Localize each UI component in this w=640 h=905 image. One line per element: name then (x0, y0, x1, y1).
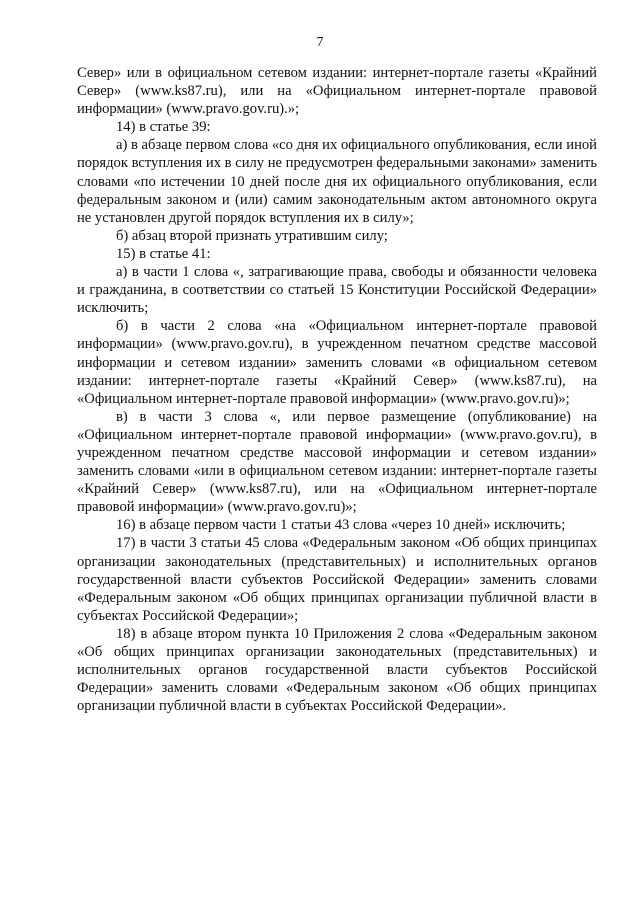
document-body (77, 64, 597, 715)
paragraph-item-14: 14) в статье 39: (116, 119, 211, 136)
paragraph-item-18: 18) в абзаце втором пункта 10 Приложения 2 слова «Федеральным законом «Об общих принципах организации законодательных (представительных) и исполнительных органов государственной власти субъектов Российской Федерации» заменить словами «Федеральным законом «Об общих принципах организации публичной власти в субъектах Российской Федерации». (77, 625, 597, 715)
page-number: 7 (316, 35, 324, 50)
paragraph-item-16: 16) в абзаце первом части 1 статьи 43 слова «через 10 дней» исключить; (116, 517, 566, 534)
paragraph-item-17: 17) в части 3 статьи 45 слова «Федеральным законом «Об общих принципах организации законодательных (представительных) и исполнительных органов государственной власти субъектов Российской Федерации» заменить словами «Федеральным законом «Об общих принципах организации публичной власти в субъектах Российской Федерации»; (77, 535, 597, 624)
paragraph-item-15v: в) в части 3 слова «, или первое размещение (опубликование) на «Официальном интернет-портале правовой информации» (www.pravo.gov.ru), в учрежденном печатном средстве массовой информации и сетевом издании» заменить словами «или в официальном сетевом издании: интернет-портале газеты «Крайний Север» (www.ks87.ru), или на «Официальном интернет-портале правовой информации» (www.pravo.gov.ru)»; (77, 408, 597, 516)
paragraph-item-14a: а) в абзаце первом слова «со дня их официального опубликования, если иной порядок вступления их в силу не предусмотрен федеральными законами» заменить словами «по истечении 10 дней после дня их официального опубликования, если федеральным законом и (или) самим законодательным актом автономного округа не установлен другой порядок вступления их в силу»; (77, 137, 597, 226)
paragraph-item-15: 15) в статье 41: (116, 245, 211, 262)
paragraph-item-15a: а) в части 1 слова «, затрагивающие права, свободы и обязанности человека и гражданина, в соответствии со статьей 15 Конституции Российской Федерации» исключить; (77, 264, 597, 317)
paragraph-item-15b: б) в части 2 слова «на «Официальном интернет-портале правовой информации» (www.pravo.gov.ru), в учрежденном печатном средстве массовой информации и сетевом издании» заменить словами «в официальном сетевом издании: интернет-портале газеты «Крайний Север» (www.ks87.ru), на «Официальном интернет-портале правовой информации» (www.pravo.gov.ru)»; (77, 318, 597, 407)
paragraph-item-14b: б) абзац второй признать утратившим силу; (116, 227, 388, 244)
paragraph-continuation: Север» или в официальном сетевом издании: интернет-портале газеты «Крайний Север» (www.ks87.ru), или на «Официальном интернет-портале правовой информации» (www.pravo.gov.ru).»; (77, 65, 597, 118)
